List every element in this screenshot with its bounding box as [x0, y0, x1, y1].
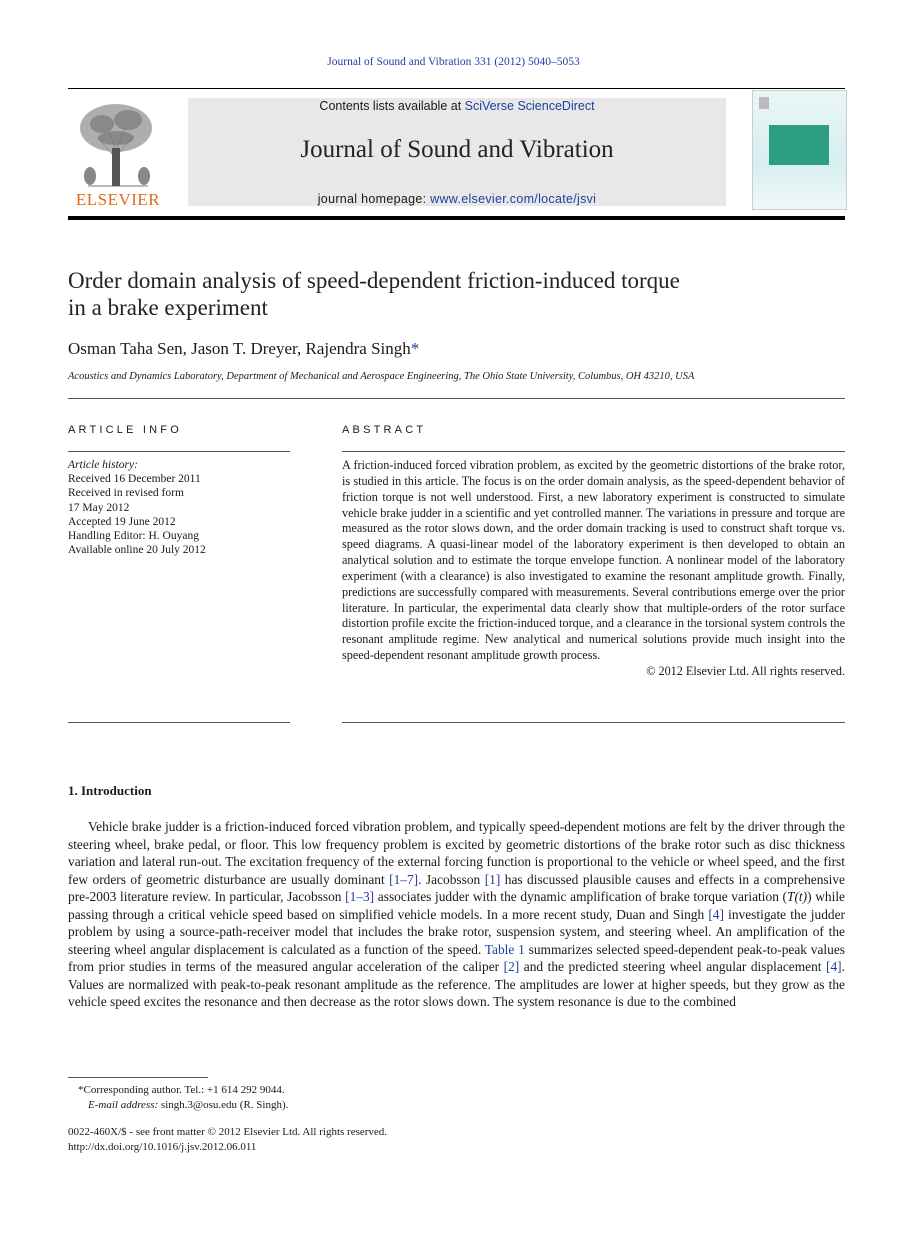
journal-homepage-line	[188, 192, 726, 206]
history-item: Available online 20 July 2012	[68, 544, 206, 557]
header-thick-rule	[68, 216, 845, 220]
history-item: Received 16 December 2011	[68, 473, 201, 486]
introduction-heading: 1. Introduction	[68, 783, 152, 798]
journal-citation[interactable]: Journal of Sound and Vibration 331 (2012) 5040–5053	[327, 56, 580, 68]
article-info-heading: ARTICLE INFO	[68, 424, 182, 436]
publisher-name: ELSEVIER	[75, 190, 161, 209]
authors	[68, 339, 419, 359]
contents-prefix: Contents lists available at	[319, 99, 465, 113]
email-footnote	[88, 1098, 288, 1113]
intro-text: ) while passing through a critical vehicle speed based on simplified vehicle models. In a more recent study, Duan and Singh	[68, 889, 845, 922]
article-info-bottom-rule	[68, 722, 290, 723]
abstract-bottom-rule	[342, 722, 845, 723]
sciencedirect-link[interactable]: SciVerse ScienceDirect	[464, 99, 595, 113]
intro-text: investigate the judder problem by using a source-path-receiver model that includes the brake rotor, suspension system, and steering wheel. An amplification of the steering wheel angular displacement is calculated as a function of the speed.	[68, 906, 845, 957]
reference-link[interactable]: [4]	[826, 959, 842, 975]
abstract-rule	[342, 451, 845, 452]
affiliation: Acoustics and Dynamics Laboratory, Department of Mechanical and Aerospace Engineering, The Ohio State University, Columbus, OH 43210, USA	[68, 371, 695, 382]
corresponding-author-mark[interactable]: *	[410, 339, 420, 358]
introduction-paragraph	[68, 818, 845, 1011]
issn-line: 0022-460X/$ - see front matter © 2012 Elsevier Ltd. All rights reserved.	[68, 1126, 388, 1138]
reference-link[interactable]: [4]	[708, 906, 724, 922]
intro-text: associates judder with the dynamic amplification of brake torque variation (	[374, 889, 788, 905]
homepage-link[interactable]: www.elsevier.com/locate/jsvi	[430, 192, 597, 206]
intro-text: Vehicle brake judder is a friction-induced forced vibration problem, and typically speed-dependent motions are felt by the driver through the steering wheel, brake pedal, or floor. This low frequency problem is excited by geometric distortions of the brake rotor such as disc thickness variation and lateral run-out. The excitation frequency of the external forcing function is proportional to the vehicle or wheel speed, and the first few orders of geometric disturbance are usually dominant	[68, 819, 845, 887]
history-item: 17 May 2012	[68, 501, 130, 514]
cover-title-block	[769, 125, 829, 165]
intro-text: summarizes selected speed-dependent peak-to-peak values from prior studies in terms of the measured angular acceleration of the caliper	[68, 941, 845, 975]
title-divider	[68, 398, 845, 399]
history-item: Handling Editor: H. Ouyang	[68, 530, 199, 543]
reference-link[interactable]: [2]	[503, 959, 520, 975]
intro-text: and the predicted steering wheel angular displacement	[519, 959, 827, 975]
article-title	[68, 267, 848, 321]
history-item: Accepted 19 June 2012	[68, 515, 176, 528]
reference-link[interactable]: [1]	[484, 871, 501, 887]
article-info-rule	[68, 451, 290, 452]
header-divider	[68, 88, 845, 89]
intro-text: . Values are normalized with peak-to-peak resonant amplitude as the reference. The amplitudes are lower at higher speeds, but they grow as the vehicle speed excites the resonance and then decrease as the rotor slows down. The system resonance is due to the combined	[68, 959, 845, 1010]
email-address[interactable]: singh.3@osu.edu (R. Singh).	[158, 1099, 289, 1111]
homepage-prefix: journal homepage:	[317, 192, 431, 206]
cover-logo-icon	[759, 97, 769, 109]
email-label: E-mail address:	[88, 1099, 159, 1111]
article-title-line-2: in a brake experiment	[68, 295, 268, 320]
intro-text: . Jacobsson	[418, 871, 485, 887]
doi-link[interactable]: http://dx.doi.org/10.1016/j.jsv.2012.06.011	[68, 1141, 257, 1153]
abstract-copyright: © 2012 Elsevier Ltd. All rights reserved.	[646, 663, 845, 678]
contents-line	[188, 99, 726, 113]
abstract-text: A friction-induced forced vibration problem, as excited by the geometric distortions of the brake rotor, is studied in this article. The focus is on the order domain analysis, as the speed-dependent behavior of friction torque is not well understood. First, a new laboratory experiment is constructed to simulate vehicle brake judder in a scientific and yet controlled manner. The variations in pressure and torque are measured as the rotor slows down, and the order domain tracking is used to construct shaft torque vs. speed diagrams. A quasi-linear model of the laboratory experiment is then developed to obtain an analytical solution and to estimate the torque envelope function. A nonlinear model of the laboratory experiment (with a clearance) is also investigated to examine the resonant amplitude growth. Finally, predictions are successfully compared with measurements. Several contributions emerge over the prior literature. In particular, the experimental data clearly show that multiple-orders of the rotor surface distortion profile excite the friction-induced torque, and a clearance in the torsional system controls the resonant amplitude regime. New analytical and numerical solutions provide much insight into the speed-dependent resonant amplitude growth process.	[342, 458, 845, 663]
journal-title: Journal of Sound and Vibration	[300, 136, 614, 163]
table-link[interactable]: Table 1	[484, 941, 525, 957]
corresponding-footnote: *Corresponding author. Tel.: +1 614 292 9044.	[78, 1084, 285, 1096]
article-title-line-1: Order domain analysis of speed-dependent friction-induced torque	[68, 268, 680, 293]
abstract-body	[342, 458, 845, 680]
reference-link[interactable]: [1–3]	[345, 889, 375, 905]
abstract-heading: ABSTRACT	[342, 424, 427, 436]
author-list: Osman Taha Sen, Jason T. Dreyer, Rajendra Singh	[68, 339, 411, 358]
history-item: Received in revised form	[68, 487, 184, 500]
elsevier-logo	[68, 98, 168, 210]
footnote-rule	[68, 1077, 208, 1078]
reference-link[interactable]: [1–7]	[389, 871, 419, 887]
intro-text: has discussed plausible causes and effects in a comprehensive pre-2003 literature review. In particular, Jacobsson	[68, 871, 845, 905]
history-label: Article history:	[68, 459, 138, 471]
journal-cover-image	[752, 90, 847, 210]
article-history	[68, 458, 298, 557]
torque-symbol: T(t)	[787, 889, 808, 905]
